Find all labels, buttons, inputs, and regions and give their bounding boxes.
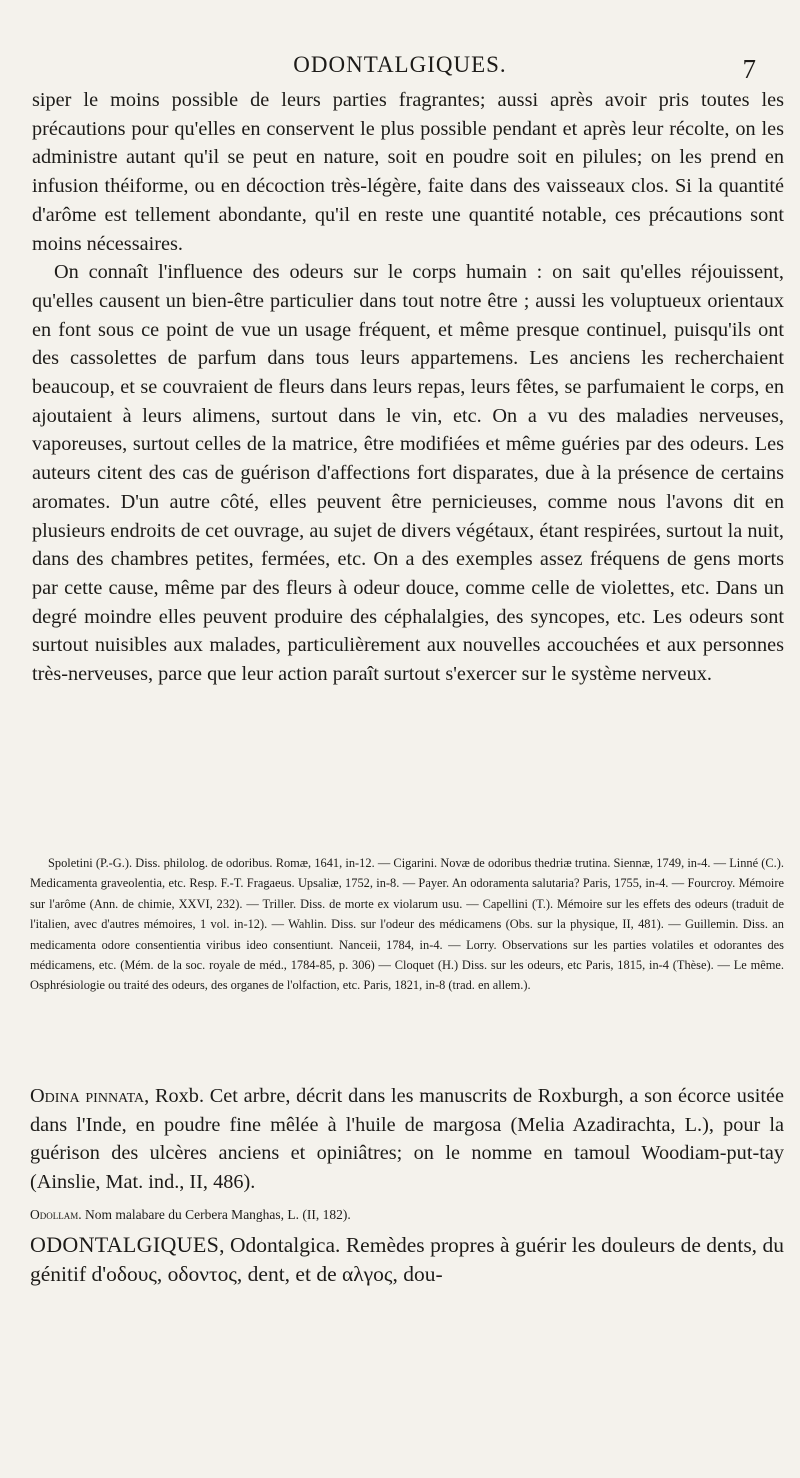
main-text bbox=[32, 86, 784, 689]
entry-term: Odollam. bbox=[30, 1206, 82, 1222]
running-head: ODONTALGIQUES. bbox=[293, 52, 507, 77]
entry-odina-pinnata bbox=[30, 1082, 784, 1197]
bibliography-text: Spoletini (P.-G.). Diss. philolog. de odoribus. Romæ, 1641, in-12. — Cigarini. Novæ de odoribus thedriæ trutina. Siennæ, 1749, in-4. — Linné (C.). Medicamenta graveolentia, etc. Resp. F.-T. Fragaeus. Upsaliæ, 1752, in-8. — Payer. An odoramenta salutaria? Paris, 1755, in-4. — Fourcroy. Mémoire sur l'arôme (Ann. de chimie, XXVI, 232). — Triller. Diss. de morte ex violarum usu. — Capellini (T.). Mémoire sur les effets des odeurs (traduit de l'italien, avec d'autres mémoires, 1 vol. in-12). — Wahlin. Diss. sur l'odeur des médicamens (Obs. sur la physique, II, 481). — Guillemin. Diss. an medicamenta odore consentientia viribus ideo consentiunt. Nanceii, 1784, in-4. — Lorry. Observations sur les parties volatiles et odorantes des médicamens, etc. (Mém. de la soc. royale de méd., 1784-85, p. 306) — Cloquet (H.) Diss. sur les odeurs, etc Paris, 1815, in-4 (Thèse). — Le même. Osphrésiologie ou traité des odeurs, des organes de l'olfaction, etc. Paris, 1821, in-8 (trad. en allem.). bbox=[30, 856, 784, 993]
paragraph-continued: siper le moins possible de leurs parties fragrantes; aussi après avoir pris toutes les précautions pour qu'elles en conservent le plus possible pendant et après leur récolte, on les administre autant qu'il se peut en nature, soit en poudre soit en pilules; on les prend en infusion théiforme, ou en décoction très-légère, faite dans des vaisseaux clos. Si la quantité d'arôme est tellement abondante, qu'il en reste une quantité notable, ces précautions sont moins nécessaires. bbox=[32, 89, 784, 255]
entry-odontalgiques bbox=[30, 1231, 784, 1288]
entry-text: Nom malabare du Cerbera Manghas, L. (II, 182). bbox=[81, 1206, 351, 1222]
entry-term: Odina pinnata bbox=[30, 1085, 145, 1107]
paragraph-odeurs: On connaît l'influence des odeurs sur le corps humain : on sait qu'elles réjouissent, qu'elles causent un bien-être particulier dans tout notre être ; aussi les voluptueux orientaux en font sous ce point de vue un usage fréquent, et même presque continuel, puisqu'ils ont des cassolettes de parfum dans tous leurs appartemens. Les anciens les recherchaient beaucoup, et se couvraient de fleurs dans leurs repas, leurs fêtes, se parfumaient le corps, en ajoutaient à leurs alimens, surtout dans le vin, etc. On a vu des maladies nerveuses, vaporeuses, surtout celles de la matrice, être modifiées et même guéries par des odeurs. Les auteurs citent des cas de guérison d'affections fort disparates, due à la présence de certains aromates. D'un autre côté, elles peuvent être pernicieuses, comme nous l'avons dit en plusieurs endroits de cet ouvrage, au sujet de divers végétaux, étant respirées, surtout la nuit, dans des chambres petites, fermées, etc. On a des exemples assez fréquens de gens morts par cette cause, même par des fleurs à odeur douce, comme celle de violettes, etc. Dans un degré moindre elles peuvent produire des céphalalgies, des syncopes, etc. Les odeurs sont surtout nuisibles aux malades, particulièrement aux nouvelles accouchées et aux personnes très-nerveuses, parce que leur action paraît surtout s'exercer sur le système nerveux. bbox=[32, 261, 784, 686]
entry-term: ODONTALGIQUES bbox=[30, 1231, 220, 1257]
entry-text: , Odontalgica. Remèdes propres à guérir les douleurs de dents, du génitif d'οδους, οδοντος, dent, et de αλγος, dou- bbox=[30, 1232, 784, 1286]
dictionary-entries bbox=[30, 1082, 784, 1288]
bibliography-notes bbox=[30, 853, 784, 996]
page-number: 7 bbox=[742, 54, 756, 84]
entry-text: , Roxb. Cet arbre, décrit dans les manuscrits de Roxburgh, a son écorce usitée dans l'Inde, en poudre fine mêlée à l'huile de margosa (Melia Azadirachta, L.), pour la guérison des ulcères anciens et opiniâtres; on le nomme en tamoul Woodiam-put-tay (Ainslie, Mat. ind., II, 486). bbox=[30, 1085, 784, 1194]
entry-odollam bbox=[30, 1203, 784, 1227]
page-header bbox=[0, 50, 800, 84]
